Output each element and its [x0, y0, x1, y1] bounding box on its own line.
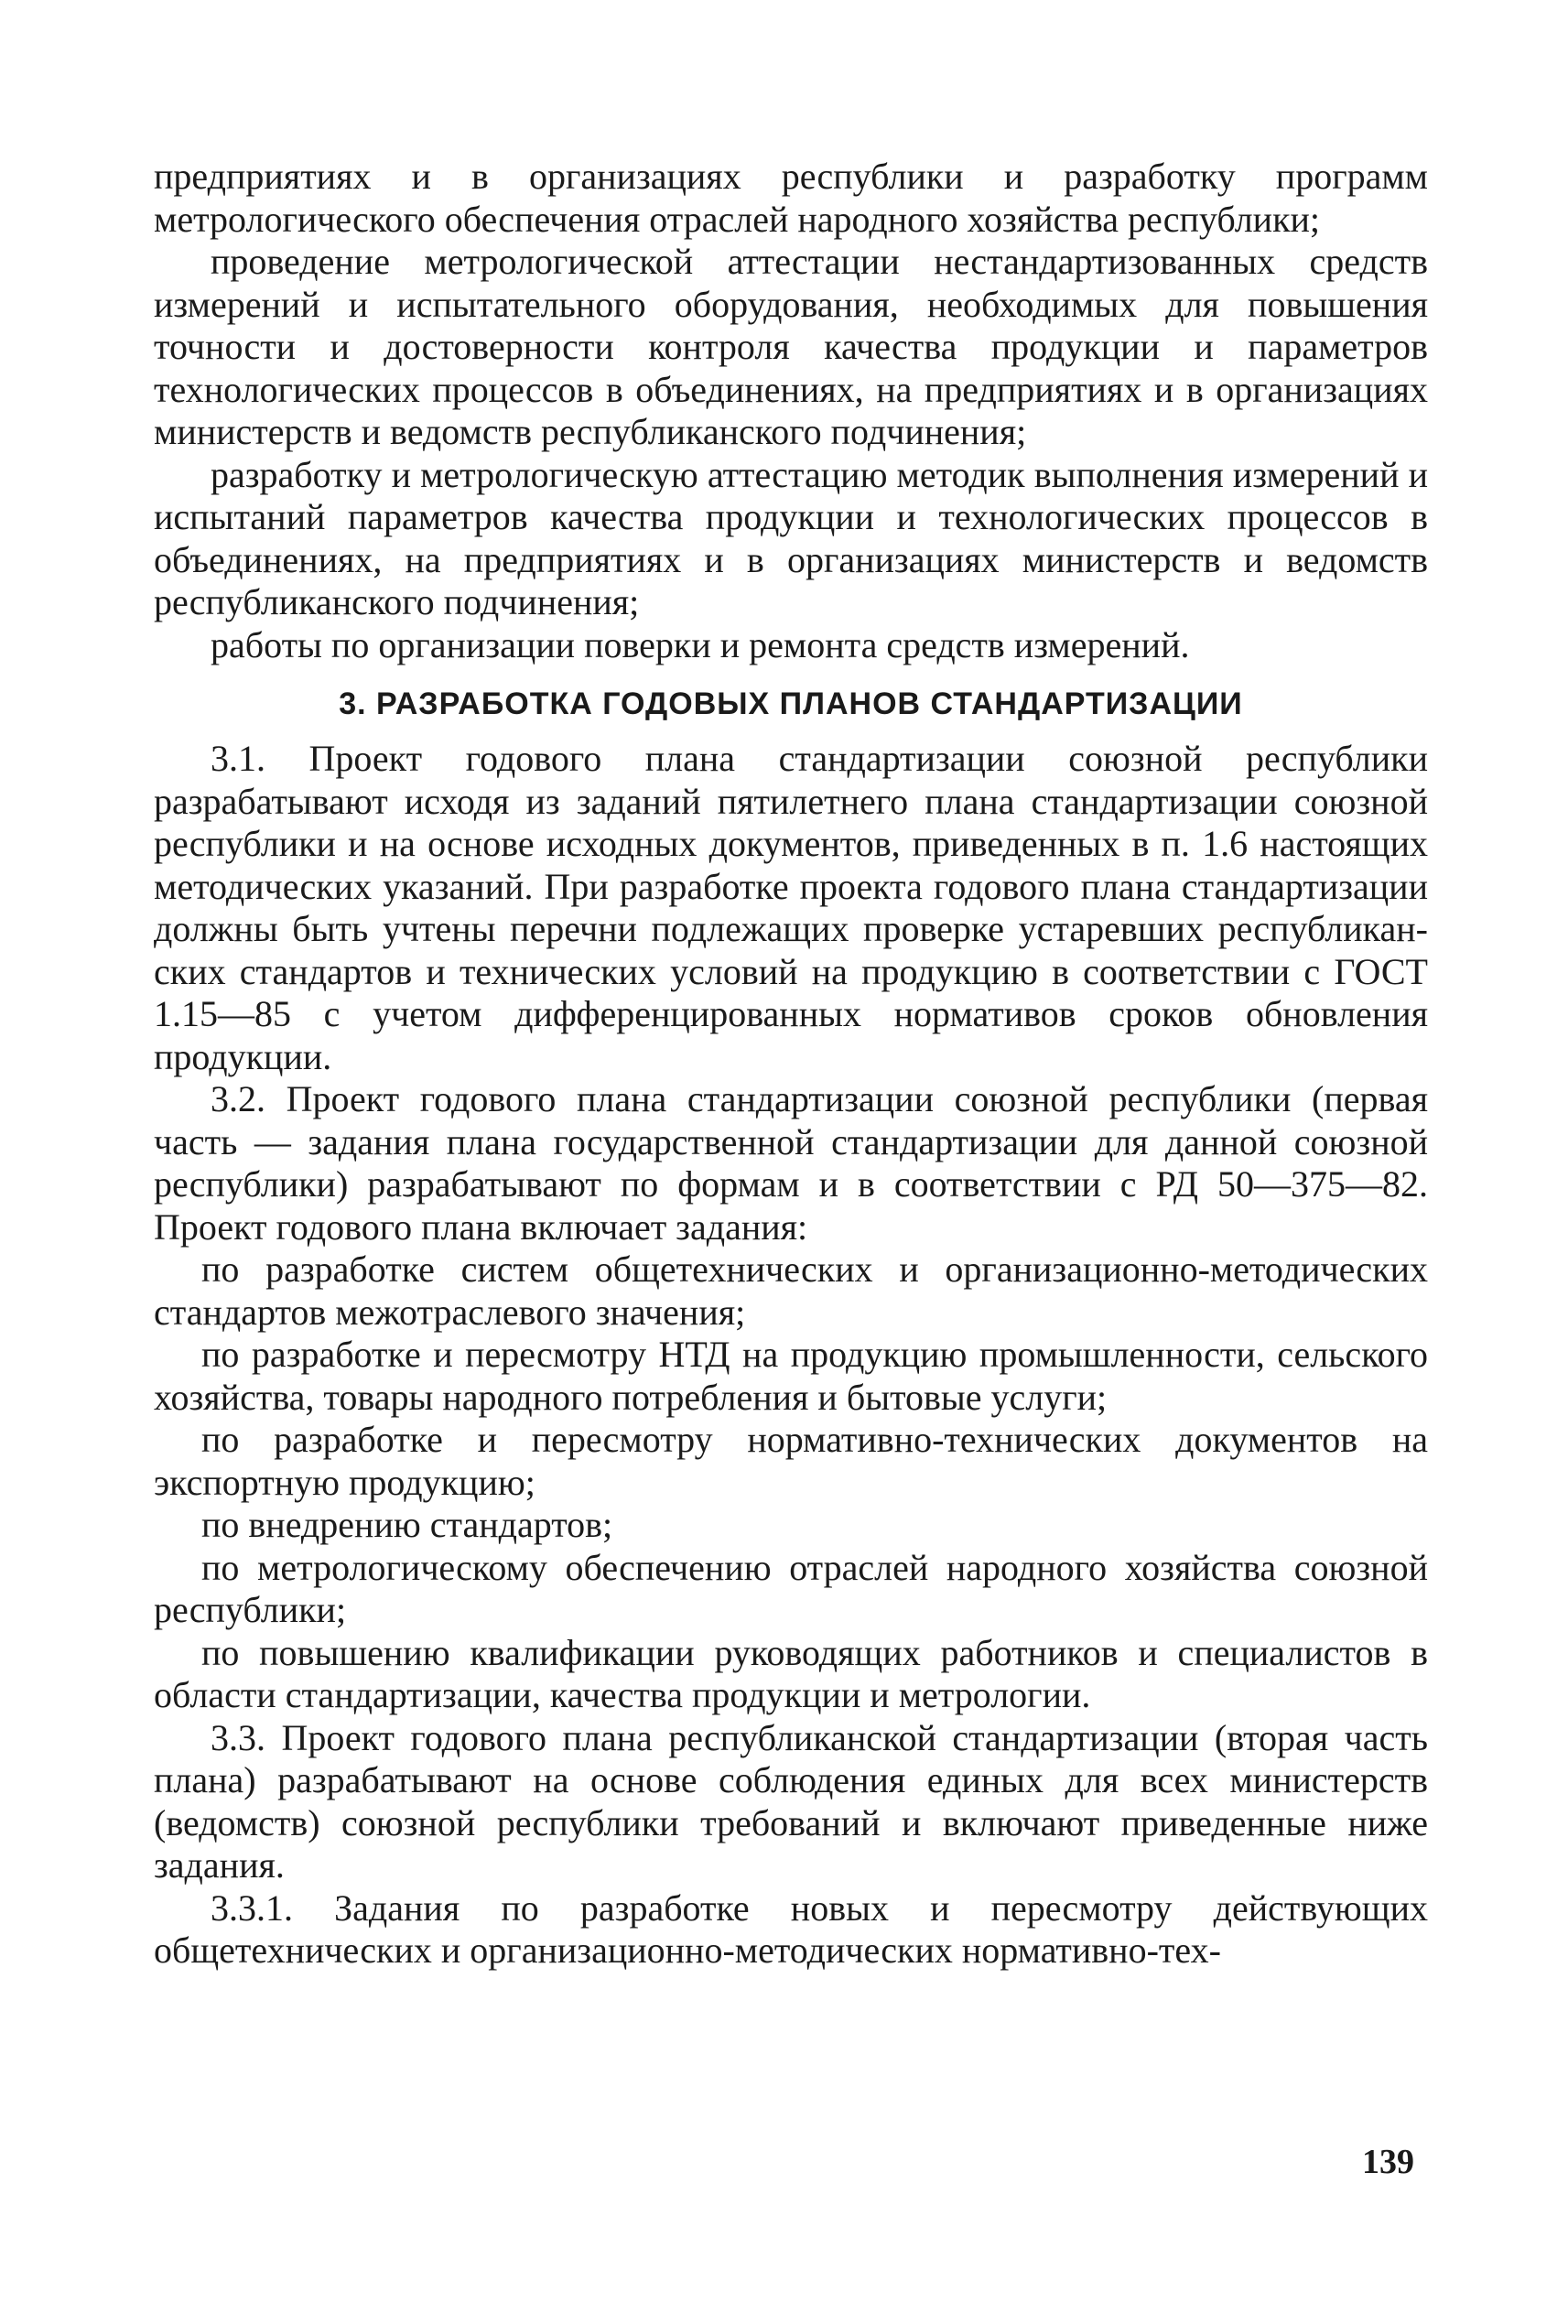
list-item: по разработке и пересмотру НТД на продукцию промышленности, сельского хозяйства, товары народного потребления и бытовые услуги;	[154, 1334, 1428, 1418]
list-item: по повышению квалификации руководящих работников и специалистов в области стандартизации, качества продукции и метрологии.	[154, 1631, 1428, 1715]
paragraph-measurement-methods: разработку и метрологическую аттестацию методик выполнения измерений и испытаний параметров качества продукции и технологических процессов в объединениях, на предприятиях и в организациях министерств и ведомств республиканского подчинения;	[154, 453, 1428, 622]
paragraph-verification-repair: работы по организации поверки и ремонта средств измерений.	[211, 623, 1190, 665]
page-number: 139	[1362, 2143, 1414, 2181]
paragraph-metrological-attestation: проведение метрологической аттестации нестандартизованных средств измерений и испытательного оборудования, необходимых для повышения точности и достоверности контроля качества продукции и параметров технологических процессов в объединениях, на предприятиях и в организациях министерств и ведомств республиканского подчинения;	[154, 241, 1428, 452]
list-item: по разработке и пересмотру нормативно-технических документов на экспортную продукцию;	[154, 1419, 1428, 1503]
paragraph-3-2: 3.2. Проект годового плана стандартизации союзной республики (первая часть — задания плана государственной стандартизации для данной союзной республики) разрабатывают по формам и в соответствии с РД 50—375—82. Проект годового плана включает задания:	[154, 1078, 1428, 1248]
paragraph-3-1: 3.1. Проект годового плана стандартизации союзной республики разрабатывают исходя из заданий пятилетнего плана стандартизации союзной республики и на основе исходных документов, приведенных в п. 1.6 настоящих методических указаний. При разработке проекта годового плана стандартизации должны быть учтены перечни подлежащих проверке устаревших республиканских стандартов и технических условий на продукцию в соответствии с ГОСТ 1.15—85 с учетом дифференцированных нормативов сроков обновления продукции.	[154, 738, 1428, 1077]
section-heading: 3. РАЗРАБОТКА ГОДОВЫХ ПЛАНОВ СТАНДАРТИЗАЦИИ	[339, 686, 1243, 721]
paragraph-3-3: 3.3. Проект годового плана республиканской стандартизации (вторая часть плана) разрабатывают на основе соблюдения единых для всех министерств (ведомств) союзной республики требований и включают приведенные ниже задания.	[154, 1716, 1428, 1886]
paragraph-3-3-1: 3.3.1. Задания по разработке новых и пересмотру действующих общетехнических и организационно-методических нормативно-тех-	[154, 1886, 1428, 1971]
list-item: по внедрению стандартов;	[201, 1504, 613, 1545]
paragraph-continuation: предприятиях и в организациях республики и разработку программ метрологического обеспечения отраслей народного хозяйства республики;	[154, 156, 1428, 240]
list-item: по разработке систем общетехнических и организационно-методических стандартов межотраслевого значения;	[154, 1248, 1428, 1333]
list-item: по метрологическому обеспечению отраслей народного хозяйства союзной республики;	[154, 1546, 1428, 1630]
page-body	[154, 156, 1428, 1973]
